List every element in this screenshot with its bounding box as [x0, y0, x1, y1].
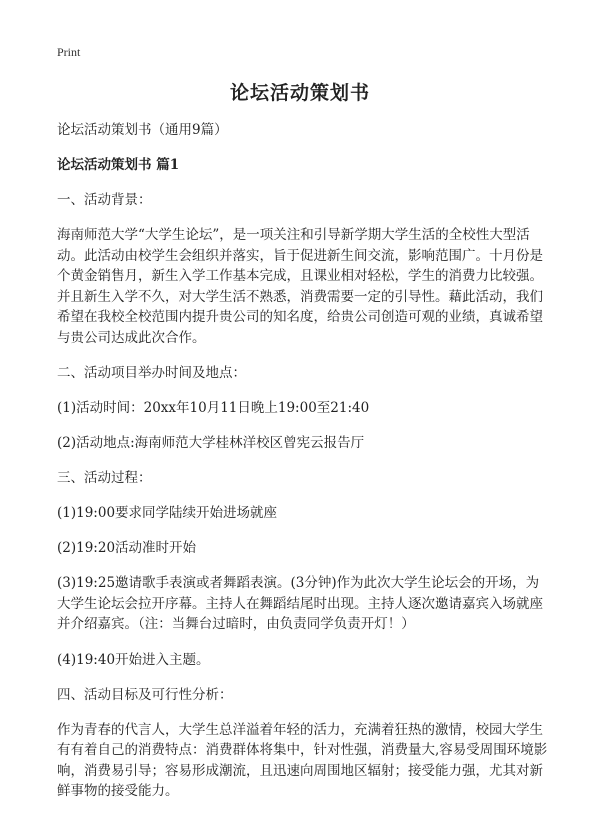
goal-heading: 四、活动目标及可行性分析： [57, 686, 233, 703]
event-place: (2)活动地点:海南师范大学桂林洋校区曾宪云报告厅 [57, 435, 365, 451]
process-step-4: (4)19:40开始进入主题。 [57, 651, 210, 668]
goal-paragraph: 作为青春的代言人，大学生总洋溢着年轻的活力，充满着狂热的激情，校园大学生有有着自己的消费特点：消费群体将集中，针对性强，消费量大,容易受周围环境影响，消费易引导；容易形成潮流，且迅速向周围地区辐射；接受能力强，尤其对新鲜事物的接受能力。 [57, 721, 548, 799]
section-heading: 论坛活动策划书 篇1 [57, 157, 180, 173]
process-step-2: (2)19:20活动准时开始 [57, 540, 197, 556]
background-paragraph: 海南师范大学“大学生论坛”，是一项关注和引导新学期大学生活的全校性大型活动。此活动由校学生会组织并落实，旨于促进新生间交流，影响范围广。十月份是个黄金销售月，新生入学工作基本完成，且课业相对轻松，学生的消费力比较强。并且新生入学不久，对大学生活不熟悉，消费需要一定的引导性。藉此活动，我们希望在我校全校范围内提升贵公司的知名度，给贵公司创造可观的业绩，真诚希望与贵公司达成此次合作。 [57, 227, 543, 346]
page-title: 论坛活动策划书 [229, 82, 370, 104]
print-label: Print [57, 45, 81, 59]
event-time: (1)活动时间：20xx年10月11日晚上19:00至21:40 [57, 400, 370, 416]
process-step-1: (1)19:00要求同学陆续开始进场就座 [57, 505, 278, 521]
document-body [57, 120, 548, 817]
process-heading: 三、活动过程： [57, 470, 152, 486]
process-step-3: (3)19:25邀请歌手表演或者舞蹈表演。(3分钟)作为此次大学生论坛会的开场，为大学生论坛会拉开序幕。主持人在舞蹈结尾时出现。主持人逐次邀请嘉宾入场就座并介绍嘉宾。（注：当舞台过暗时，由负责同学负责开灯！） [57, 575, 543, 632]
document-subtitle: 论坛活动策划书（通用9篇） [57, 122, 228, 138]
time-place-heading: 二、活动项目举办时间及地点： [57, 365, 246, 381]
background-heading: 一、活动背景： [57, 192, 152, 208]
